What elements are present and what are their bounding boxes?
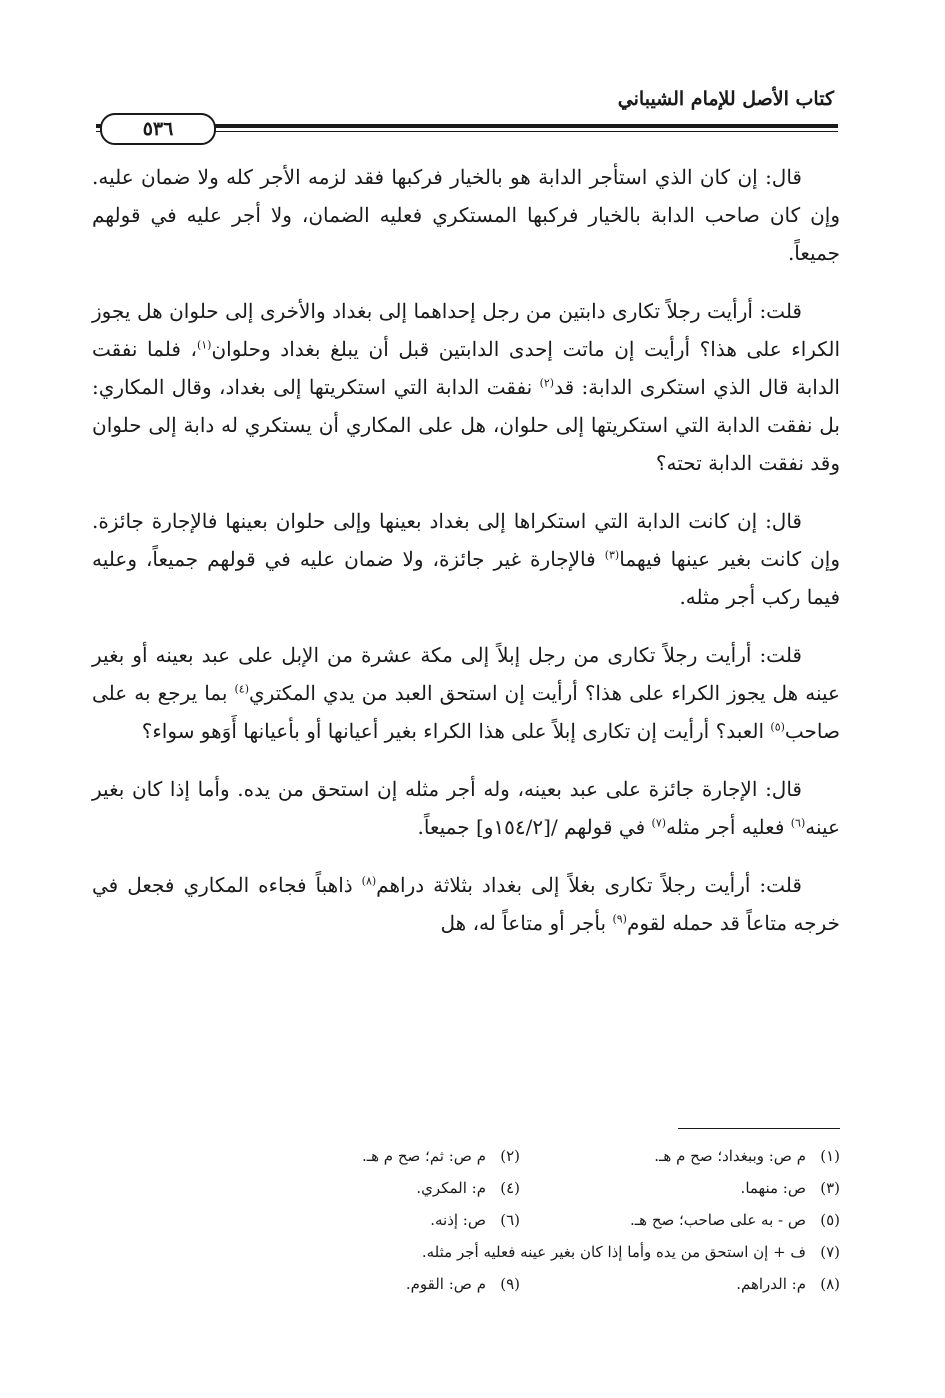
footnote-text: ف + إن استحق من يده وأما إذا كان بغير عينه فعليه أجر مثله. — [421, 1243, 806, 1261]
paragraph — [92, 292, 840, 482]
paragraph-text: إن كانت الدابة التي استكراها إلى بغداد بعينها وإلى حلوان بعينها فالإجارة جائزة. وإن كانت بغير عينها فيهما — [92, 509, 840, 571]
footnote-number: (٩) — [500, 1275, 520, 1293]
paragraph — [92, 502, 840, 616]
footnote-text: ص: إذنه. — [430, 1211, 486, 1229]
footnote-divider — [678, 1128, 840, 1129]
footnote — [200, 1179, 520, 1197]
paragraph — [92, 770, 840, 846]
paragraph — [92, 158, 840, 272]
footnote-ref: (٨) — [361, 874, 377, 888]
paragraph-lead: قال: — [765, 777, 802, 801]
footnote — [520, 1147, 840, 1165]
footnote — [200, 1243, 840, 1261]
footnote-row — [200, 1204, 840, 1236]
footnote-text: م ص: القوم. — [405, 1275, 486, 1293]
page-number: ٥٣٦ — [100, 113, 216, 145]
paragraph-text: أرأيت رجلاً تكارى دابتين من رجل إحداهما إلى بغداد والأخرى إلى حلوان هل يجوز الكراء على هذا؟ أرأيت إن ماتت إحدى الدابتين قبل أن يبلغ بغداد وحلوان — [92, 299, 840, 361]
footnote-ref: (٩) — [612, 912, 627, 926]
page-header — [96, 80, 838, 150]
footnotes — [200, 1140, 840, 1300]
paragraph-text: ذاهباً فجاءه المكاري فجعل في خرجه متاعاً قد حمله لقوم — [92, 873, 840, 935]
paragraph-lead: قلت: — [759, 299, 802, 323]
footnote-number: (٢) — [500, 1147, 520, 1165]
footnote-ref: (١) — [196, 338, 212, 352]
paragraph-text: بما يرجع به على صاحب — [92, 681, 840, 743]
paragraph-lead: قال: — [765, 509, 802, 533]
footnote-number: (٥) — [820, 1211, 840, 1229]
paragraph-text: فعليه أجر مثله — [666, 815, 791, 839]
paragraph — [92, 866, 840, 942]
footnote — [200, 1147, 520, 1165]
body-text — [92, 158, 840, 962]
paragraph-lead: قلت: — [759, 873, 802, 897]
footnote-number: (١) — [820, 1147, 840, 1165]
footnote-number: (٤) — [500, 1179, 520, 1197]
footnote-number: (٨) — [820, 1275, 840, 1293]
footnote-number: (٣) — [820, 1179, 840, 1197]
footnote-text: م: المكري. — [416, 1179, 486, 1197]
paragraph-text: إن كان الذي استأجر الدابة هو بالخيار فركبها فقد لزمه الأجر كله ولا ضمان عليه. وإن كان صاحب الدابة بالخيار فركبها المستكري فعليه الضمان، ولا أجر عليه في قولهم جميعاً. — [92, 165, 840, 265]
footnote-ref: (٦) — [790, 816, 806, 830]
footnote — [520, 1275, 840, 1293]
footnote — [520, 1179, 840, 1197]
book-title: كتاب الأصل للإمام الشيباني — [617, 88, 834, 110]
paragraph-text: أرأيت رجلاً تكارى من رجل إبلاً إلى مكة عشرة من الإبل على عبد بعينه أو بغير عينه هل يجوز الكراء على هذا؟ أرأيت إن استحق العبد من يدي المكتري — [92, 643, 840, 705]
footnote-ref: (٢) — [539, 376, 555, 390]
footnote-ref: (٧) — [651, 816, 667, 830]
paragraph-lead: قلت: — [759, 643, 802, 667]
paragraph — [92, 636, 840, 750]
paragraph-text: العبد؟ أرأيت إن تكارى إبلاً على هذا الكراء بغير أعيانها أو بأعيانها أَوَهو سواء؟ — [141, 719, 771, 743]
footnote-ref: (٤) — [234, 682, 249, 696]
footnote-text: ص - به على صاحب؛ صح هـ. — [629, 1211, 806, 1229]
footnote-ref: (٥) — [770, 720, 785, 734]
paragraph-text: نفقت الدابة التي استكريتها إلى بغداد، وقال المكاري: بل نفقت الدابة التي استكريتها إلى حلوان، هل على المكاري أن يستكري له دابة إلى حلوان وقد نفقت الدابة تحته؟ — [92, 375, 840, 475]
footnote-text: م ص: وببغداد؛ صح م هـ. — [654, 1147, 806, 1165]
footnote-ref: (٣) — [604, 548, 620, 562]
footnote-number: (٦) — [500, 1211, 520, 1229]
paragraph-lead: قال: — [765, 165, 802, 189]
footnote — [200, 1211, 520, 1229]
paragraph-text: في قولهم /[١٥٤/٢و] جميعاً. — [417, 815, 652, 839]
footnote-row — [200, 1172, 840, 1204]
footnote — [200, 1275, 520, 1293]
footnote — [520, 1211, 840, 1229]
paragraph-text: أرأيت رجلاً تكارى بغلاً إلى بغداد بثلاثة دراهم — [376, 873, 760, 897]
footnote-number: (٧) — [820, 1243, 840, 1261]
footnote-text: م: الدراهم. — [736, 1275, 806, 1293]
paragraph-text: الإجارة جائزة على عبد بعينه، وله أجر مثله إن استحق من يده. وأما إذا كان بغير عينه — [92, 777, 840, 839]
footnote-row — [200, 1268, 840, 1300]
paragraph-text: فالإجارة غير جائزة، ولا ضمان عليه في قولهم جميعاً، وعليه فيما ركب أجر مثله. — [92, 547, 840, 609]
footnote-row — [200, 1140, 840, 1172]
footnote-text: ص: منهما. — [740, 1179, 806, 1197]
paragraph-text: ، فلما نفقت الدابة قال الذي استكرى الدابة: قد — [92, 337, 840, 399]
footnote-text: م ص: ثم؛ صح م هـ. — [361, 1147, 486, 1165]
paragraph-text: بأجر أو متاعاً له، هل — [440, 911, 613, 935]
footnote-row — [200, 1236, 840, 1268]
